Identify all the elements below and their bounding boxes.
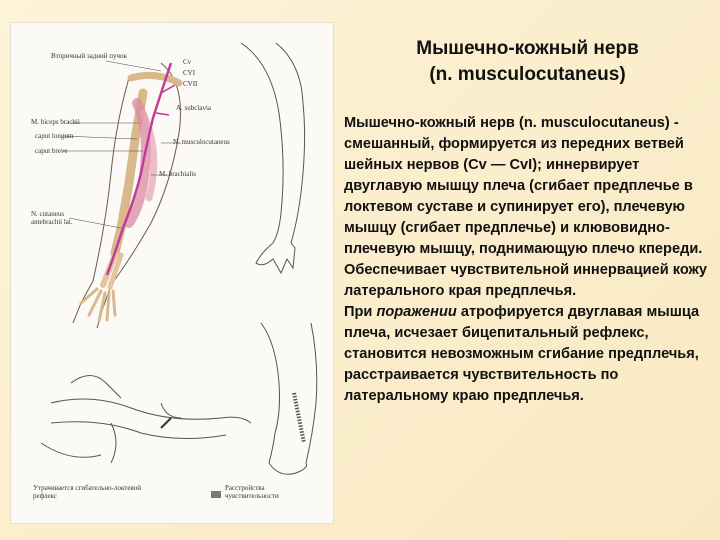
label-cutaneus: N. cutaneus antebrachii lat. [31,210,73,226]
label-root-cvii: CVII [183,80,198,88]
label-brachialis: M. brachialis [159,170,196,178]
paragraph-description: Мышечно-кожный нерв (n. musculocutaneus) - смешанный, формируется из передних ветвей шейных нервов (Cv — CvI); иннервирует двуглавую мышцу плеча (сгибает предплечье в локтевом суставе и супинирует его), плечевую мышцу (сгибает предплечье) и клювовидно-плечевую мышцу, поднимающую плечо кпереди. Обеспечивает чувствительной иннервацией кожу латерального края предплечья. [344,115,708,299]
caption-reflex: Утрачивается сгибательно-локтевой рефлекс [33,484,141,500]
title-line-1: Мышечно-кожный нерв [416,38,639,59]
label-subclavia: A. subclavia [176,104,211,112]
label-plexus: Вторичный задний пучок [51,52,127,60]
arm-illustration [11,23,333,523]
title-line-2: (n. musculocutaneus) [429,63,626,85]
caption-sensitivity: Расстройства чувствительности [225,484,279,500]
lesion-intro: При [344,304,377,320]
label-caput-longum: caput longum [35,132,74,140]
lesion-emphasis: поражении [376,304,457,320]
label-root-cv: Cv [183,58,192,66]
slide-title [335,36,720,87]
label-root-cvi: CVI [183,69,196,77]
label-biceps: M. biceps brachii [31,118,80,126]
label-caput-breve: caput breve [35,147,68,155]
paragraph-lesion [344,302,708,407]
body-text [344,113,708,407]
lesion-text: атрофируется двуглавая мышца плеча, исчезает бицепитальный рефлекс, становится невозможным сгибание предплечья, расстраивается чувствительность по латеральному краю предплечья. [344,304,700,404]
anatomy-figure [10,22,334,524]
label-n-musculocutaneus: N. musculocutaneus [173,138,230,146]
